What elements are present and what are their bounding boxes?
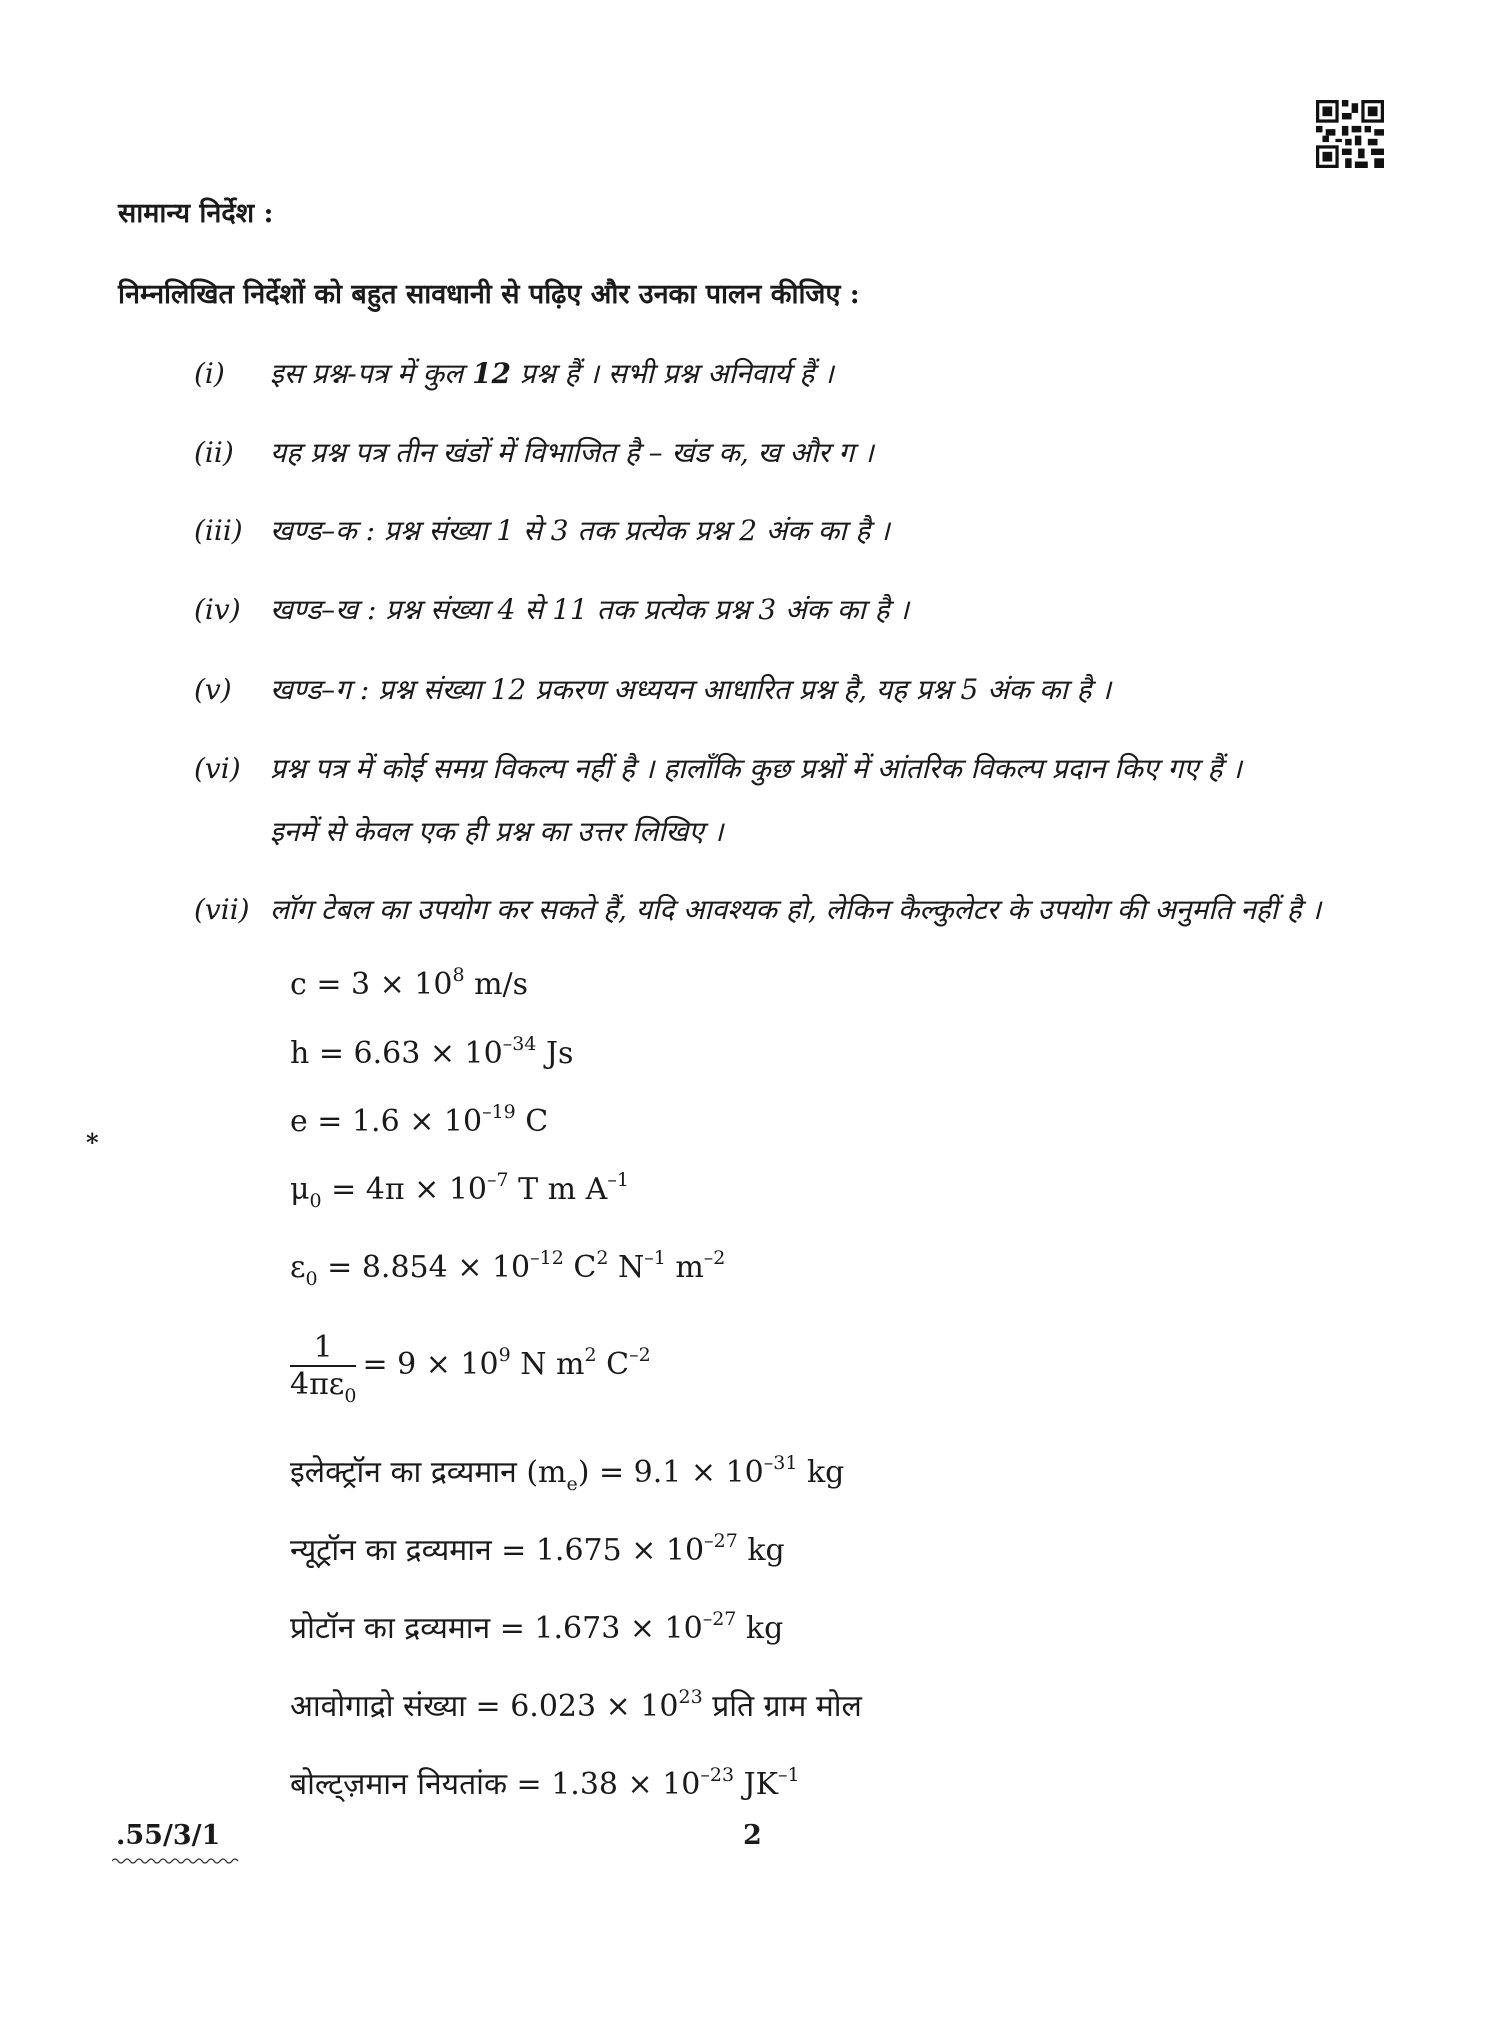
instruction-item (194, 749, 1242, 787)
item-number: (iii) (194, 514, 243, 547)
constant-speed-of-light: $c = 3 \times 10^8$ m/s (290, 964, 529, 1002)
item-number: (v) (194, 673, 232, 706)
constant-electron-mass: इलेक्ट्रॉन का द्रव्यमान $(m_e) = 9.1 \times 10^{-31}$ kg (290, 1452, 845, 1495)
instruction-item (194, 890, 1321, 928)
constant-permeability: $\mu_0 = 4\pi \times 10^{-7}$ T m $A^{-1}$ (290, 1169, 629, 1212)
constant-proton-mass: प्रोटॉन का द्रव्यमान = $1.673 \times 10^{-27}$ kg (290, 1608, 784, 1646)
constant-boltzmann: बोल्ट्ज़मान नियतांक = $1.38 \times 10^{-23}$ $JK^{-1}$ (290, 1764, 800, 1802)
item-bold-text: 12 (472, 357, 512, 390)
fraction: $\frac{1}{4\pi\varepsilon_0}$ (290, 1330, 357, 1407)
item-text: प्रश्न हैं । सभी प्रश्न अनिवार्य हैं । (511, 357, 834, 390)
paper-code: .55/3/1 (116, 1820, 221, 1851)
constant-permittivity: $\varepsilon_0 = 8.854 \times 10^{-12}$ $C^2$ $N^{-1}$ $m^{-2}$ (290, 1247, 726, 1290)
margin-mark: * (86, 1128, 99, 1157)
instructions-subheading: निम्नलिखित निर्देशों को बहुत सावधानी से पढ़िए और उनका पालन कीजिए : (118, 279, 860, 310)
item-text: प्रश्न पत्र में कोई समग्र विकल्प नहीं है । हालाँकि कुछ प्रश्नों में आंतरिक विकल्प प्रदान किए गए हैं । (270, 752, 1242, 785)
constant-electron-charge: $e = 1.6 \times 10^{-19}$ C (290, 1101, 549, 1139)
item-text: इस प्रश्न-पत्र में कुल (270, 357, 473, 390)
item-text: यह प्रश्न पत्र तीन खंडों में विभाजित है – खंड क, ख और ग । (270, 436, 874, 469)
item-number: (i) (194, 357, 225, 390)
item-text: खण्ड–ख : प्रश्न संख्या 4 से 11 तक प्रत्येक प्रश्न 3 अंक का है । (270, 593, 909, 626)
item-text: खण्ड–ग : प्रश्न संख्या 12 प्रकरण अध्ययन आधारित प्रश्न है, यह प्रश्न 5 अंक का है । (270, 673, 1112, 706)
item-text: खण्ड–क : प्रश्न संख्या 1 से 3 तक प्रत्येक प्रश्न 2 अंक का है । (270, 514, 890, 547)
item-text: लॉग टेबल का उपयोग कर सकते हैं, यदि आवश्यक हो, लेकिन कैल्कुलेटर के उपयोग की अनुमति नहीं है । (270, 893, 1322, 926)
instruction-continuation: इनमें से केवल एक ही प्रश्न का उत्तर लिखिए । (270, 815, 724, 848)
page-number: 2 (743, 1820, 762, 1851)
item-number: (vii) (194, 893, 250, 926)
item-number: (vi) (194, 752, 241, 785)
constant-planck: $h = 6.63 \times 10^{-34}$ Js (290, 1033, 574, 1071)
qr-code-icon (1316, 100, 1384, 168)
item-number: (iv) (194, 593, 241, 626)
instruction-item (194, 511, 890, 549)
item-number: (ii) (194, 436, 234, 469)
constant-avogadro: आवोगाद्रो संख्या = $6.023 \times 10^{23}$ प्रति ग्राम मोल (290, 1686, 862, 1724)
constant-neutron-mass: न्यूट्रॉन का द्रव्यमान = $1.675 \times 10^{-27}$ kg (290, 1530, 785, 1568)
constant-coulomb: $\frac{1}{4\pi\varepsilon_0}$ = $9 \times 10^9$ N $m^2$ $C^{-2}$ (290, 1330, 651, 1407)
instruction-item (194, 590, 909, 628)
page-heading: सामान्य निर्देश : (118, 198, 274, 229)
underline-squiggle (112, 1856, 242, 1866)
instruction-item (194, 670, 1111, 708)
instruction-item (194, 354, 834, 392)
instruction-item (194, 433, 874, 471)
